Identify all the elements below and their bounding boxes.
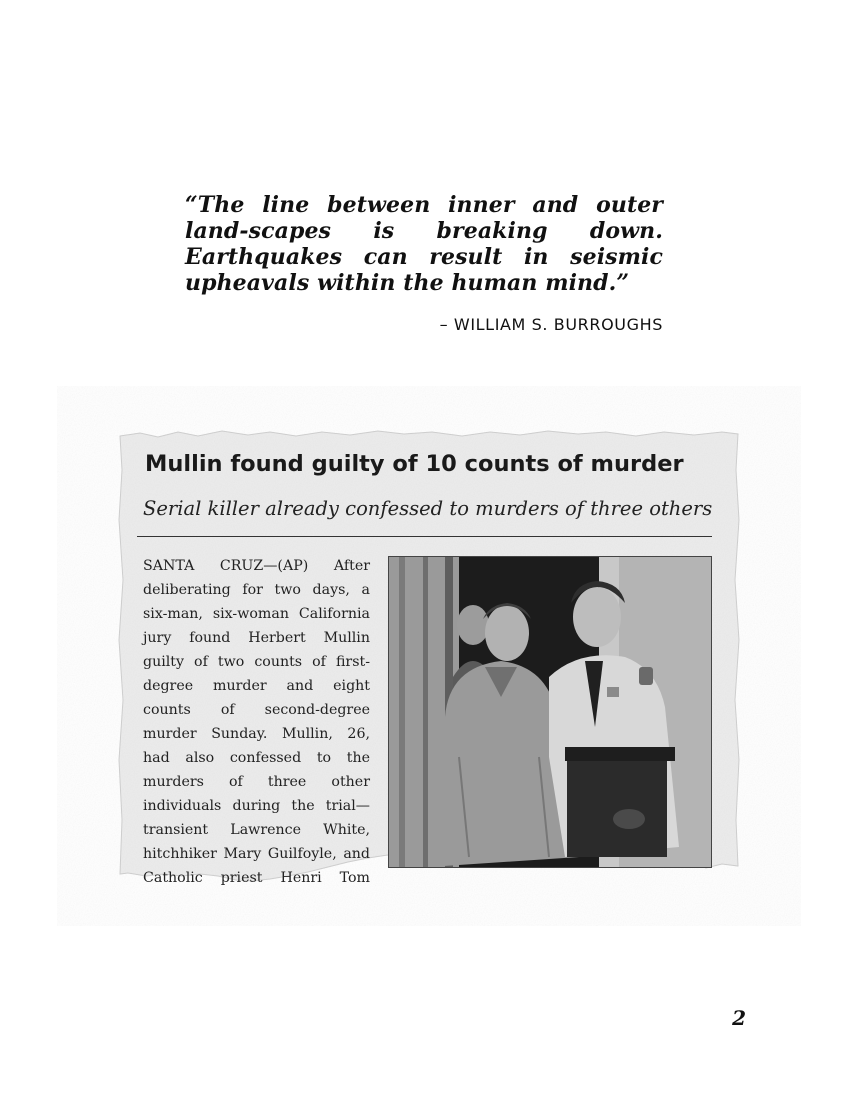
subheadline: Serial killer already confessed to murders of three others [143, 497, 713, 520]
epigraph-quote: “The line between inner and outer land-scapes is breaking down. Earthquakes can result in seismic upheavals within the human mind.” [185, 192, 663, 296]
headline: Mullin found guilty of 10 counts of murder [145, 451, 684, 477]
article-body: SANTA CRUZ—(AP) After deliberating for two days, a six-man, six-woman California jury found Herbert Mullin guilty of two counts of first-degree murder and eight counts of second-degree murder Sunday. Mullin, 26, had also confessed to the murders of three other individuals during the trial—transient Lawrence White, hitchhiker Mary Guilfoyle, and Catholic priest Henri Tom [143, 558, 370, 886]
page-number: 2 [732, 1006, 746, 1030]
news-photo [388, 556, 712, 868]
epigraph-attribution: – WILLIAM S. BURROUGHS [439, 315, 663, 334]
photo-illustration [389, 557, 711, 867]
headline-divider [137, 536, 712, 537]
